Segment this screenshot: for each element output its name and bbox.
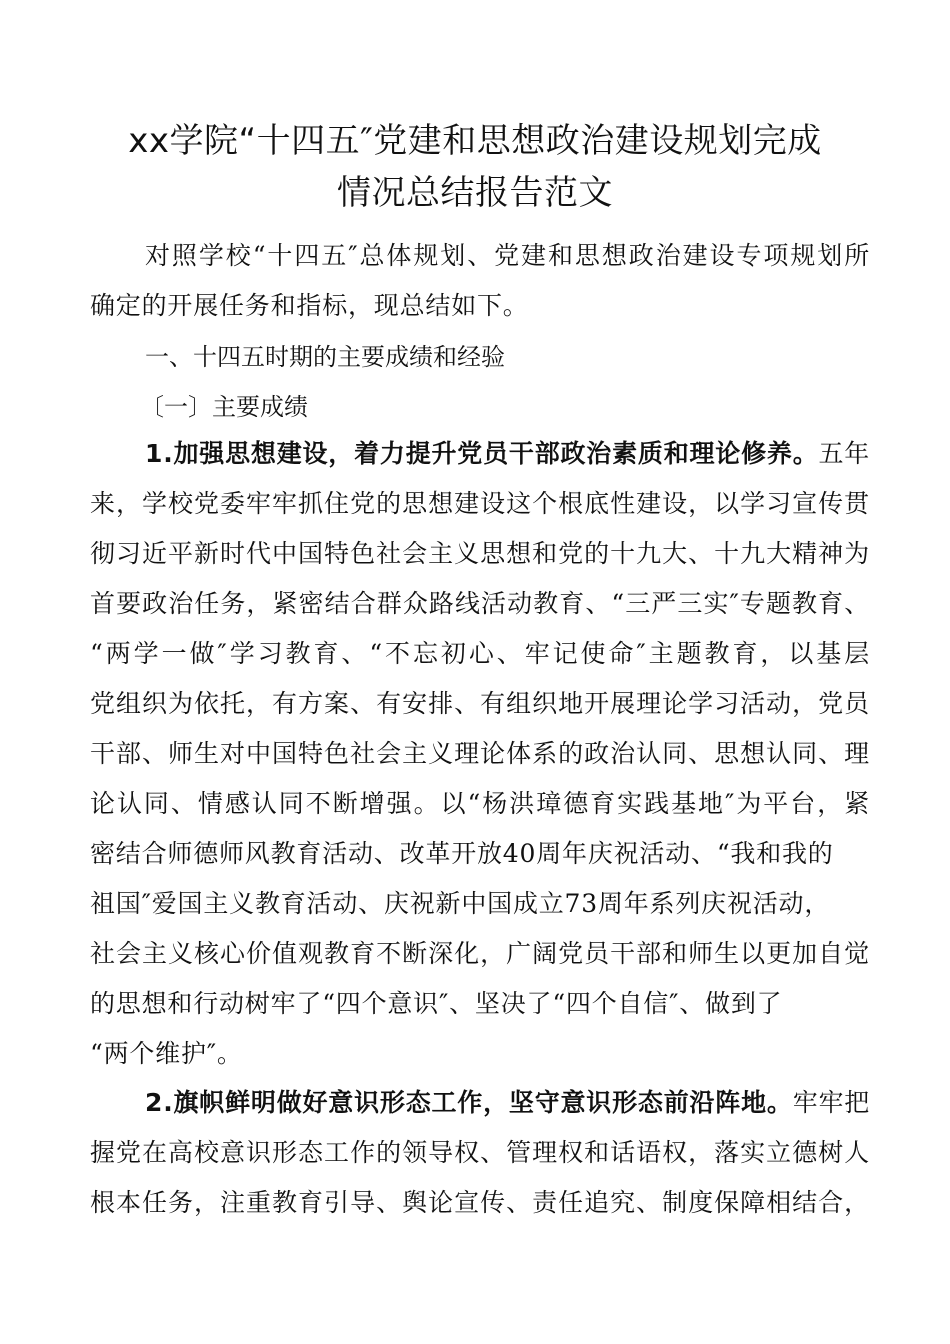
para1-lead-tail: 五年 xyxy=(818,439,871,468)
para2-lead-line xyxy=(145,1083,870,1119)
para1-line: 彻习近平新时代中国特色社会主义思想和党的十九大、十九大精神为 xyxy=(90,539,870,568)
para1-line: 的思想和行动树牢了“四个意识″、坚决了“四个自信″、做到了 xyxy=(90,989,783,1018)
section-heading: 一、十四五时期的主要成绩和经验 xyxy=(145,343,505,371)
para1-line: 社会主义核心价值观教育不断深化，广阔党员干部和师生以更加自觉 xyxy=(90,939,870,968)
para1-lead-line xyxy=(145,434,870,470)
subsection-heading: 〔一〕主要成绩 xyxy=(140,393,308,421)
intro-line-1: 对照学校“十四五″总体规划、党建和思想政治建设专项规划所 xyxy=(145,241,870,270)
para1-line: “两学一做″学习教育、“不忘初心、牢记使命″主题教育，以基层 xyxy=(90,639,870,668)
para1-lead-bold: 1.加强思想建设，着力提升党员干部政治素质和理论修养。 xyxy=(145,439,819,468)
para1-line: “两个维护″。 xyxy=(90,1039,243,1068)
para1-line: 干部、师生对中国特色社会主义理论体系的政治认同、思想认同、理 xyxy=(90,739,870,768)
para1-line: 祖国″爱国主义教育活动、庆祝新中国成立73周年系列庆祝活动， xyxy=(90,889,831,918)
para2-lead-bold: 2.旗帜鲜明做好意识形态工作，坚守意识形态前沿阵地。 xyxy=(145,1088,793,1117)
para1-line: 首要政治任务，紧密结合群众路线活动教育、“三严三实″专题教育、 xyxy=(90,589,870,618)
para1-line: 密结合师德师风教育活动、改革开放40周年庆祝活动、“我和我的 xyxy=(90,839,834,868)
para1-line: 来，学校党委牢牢抓住党的思想建设这个根底性建设，以学习宣传贯 xyxy=(90,489,870,518)
para2-line: 握党在高校意识形态工作的领导权、管理权和话语权，落实立德树人 xyxy=(90,1138,870,1167)
para2-lead-tail: 牢牢把 xyxy=(792,1088,871,1117)
document-title-line-2: 情况总结报告范文 xyxy=(337,173,613,213)
intro-line-2: 确定的开展任务和指标，现总结如下。 xyxy=(90,291,529,320)
document-title-line-1: xx学院“十四五″党建和思想政治建设规划完成 xyxy=(128,121,822,161)
para1-line: 论认同、情感认同不断增强。以“杨洪璋德育实践基地″为平台，紧 xyxy=(90,789,870,818)
para1-line: 党组织为依托，有方案、有安排、有组织地开展理论学习活动，党员 xyxy=(90,689,870,718)
para2-line: 根本任务，注重教育引导、舆论宣传、责任追究、制度保障相结合， xyxy=(90,1188,870,1217)
